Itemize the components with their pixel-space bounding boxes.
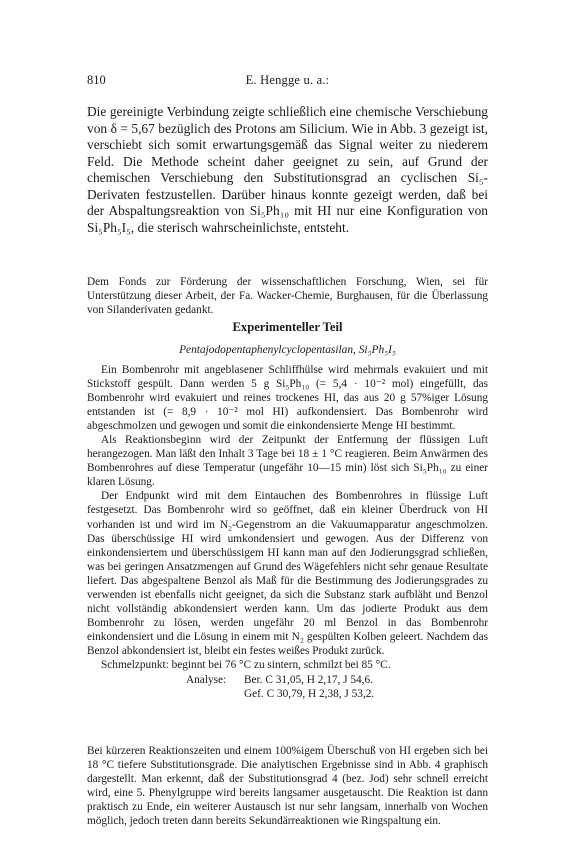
- analysis-found-row: [186, 687, 486, 701]
- acknowledgement: Dem Fonds zur Förderung der wissenschaftlichen Forschung, Wien, sei für Unterstützung dieser Arbeit, der Fa. Wacker-Chemie, Burghausen, für die Überlassung von Silanderivaten gedankt.: [87, 276, 488, 317]
- running-head: E. Hengge u. a.:: [245, 73, 330, 87]
- exp-paragraph-3: Der Endpunkt wird mit dem Eintauchen des Bombenrohres in flüssige Luft festgesetzt. Das Bombenrohr wird so geöffnet, daß ein kleiner Überdruck von HI vorhanden ist und wird im N₂-Gegenstrom an die Vakuumapparatur angeschmolzen. Das überschüssige HI wird umkondensiert und gewogen. Aus der Differenz von einkondensiertem und überschüssigem HI kann man auf den Jodierungsgrad schließen, was bei geringen Ansatzmengen auf Grund des Wägefehlers nicht sehr genaue Resultate liefert. Das abgespaltene Benzol als Maß für die Bestimmung des Jodierungsgrades zu verwenden ist ebenfalls nicht geeignet, da sich die Substanz stark aufbläht und Benzol nicht vollständig abkondensiert werden kann. Um das jodierte Produkt aus dem Bombenrohr zu lösen, werden ungefähr 20 ml Benzol in das Bombenrohr einkondensiert und die Lösung in einem mit N₂ gespülten Kolben geleert. Nachdem das Benzol abkondensiert ist, bleibt ein festes weißes Produkt zurück.: [87, 490, 488, 657]
- analysis-calc-row: [186, 673, 486, 687]
- page-number: 810: [87, 73, 106, 87]
- analysis-block: [186, 673, 486, 701]
- page-header: [87, 72, 488, 88]
- experimental-text: [87, 363, 488, 672]
- exp-paragraph-1: Ein Bombenrohr mit angeblasener Schliffhülse wird mehrmals evakuiert und mit Stickstoff gespült. Dann werden 5 g Si₅Ph₁₀ (= 5,4 · 10⁻² mol) eingefüllt, das Bombenrohr wird evakuiert und reines trockenes HI, das aus 20 g 57%iger Lösung entstanden ist (= 8,9 · 10⁻² mol HI) aufkondensiert. Das Bombenrohr wird abgeschmolzen und gewogen und somit die einkondensierte Menge HI bestimmt.: [87, 364, 488, 433]
- compound-subtitle: Pentajodopentaphenylcyclopentasilan, Si₅Ph₅I₅: [179, 344, 396, 356]
- exp-paragraph-2: Als Reaktionsbeginn wird der Zeitpunkt der Entfernung der flüssigen Luft herangezogen. Man läßt den Inhalt 3 Tage bei 18 ± 1 °C reagieren. Beim Anwärmen des Bombenrohres auf diese Temperatur (ungefähr 10—15 min) löst sich Si₅Ph₁₀ zu einer klaren Lösung.: [87, 434, 488, 489]
- analysis-found: Gef. C 30,79, H 2,38, J 53,2.: [244, 688, 375, 700]
- analysis-calculated: Ber. C 31,05, H 2,17, J 54,6.: [244, 674, 373, 686]
- section-title: Experimenteller Teil: [232, 320, 343, 334]
- exp-paragraph-4: Schmelzpunkt: beginnt bei 76 °C zu sintern, schmilzt bei 85 °C.: [101, 658, 391, 671]
- analysis-label: Analyse:: [186, 674, 227, 686]
- body-paragraph-final: Bei kürzeren Reaktionszeiten und einem 100%igem Überschuß von HI ergeben sich bei 18 °C tiefere Substitutionsgrade. Die analytischen Ergebnisse sind in Abb. 4 graphisch dargestellt. Man erkennt, daß der Substitutionsgrad 4 (bez. Jod) sehr schnell erreicht wird, eine 5. Phenylgruppe wird bereits langsamer ausgetauscht. Die Reaktion ist dann praktisch zu Ende, ein weiterer Austausch ist nur sehr langsam, innerhalb von Wochen möglich, jedoch treten dann bereits Sekundärreaktionen wie Ringspaltung ein.: [87, 745, 488, 828]
- body-paragraph-1: Die gereinigte Verbindung zeigte schließlich eine chemische Verschiebung von δ = 5,67 bezüglich des Protons am Silicium. Wie in Abb. 3 gezeigt ist, verschiebt sich somit erwartungsgemäß das Signal weiter zu niederem Feld. Die Methode scheint daher geeignet zu sein, auf Grund der chemischen Verschiebung den Substitutionsgrad an cyclischen Si₅-Derivaten festzustellen. Darüber hinaus konnte gezeigt werden, daß bei der Abspaltungsreaktion von Si₅Ph₁₀ mit HI nur eine Konfiguration von Si₅Ph₅I₅, die sterisch wahrscheinlichste, entsteht.: [87, 104, 488, 235]
